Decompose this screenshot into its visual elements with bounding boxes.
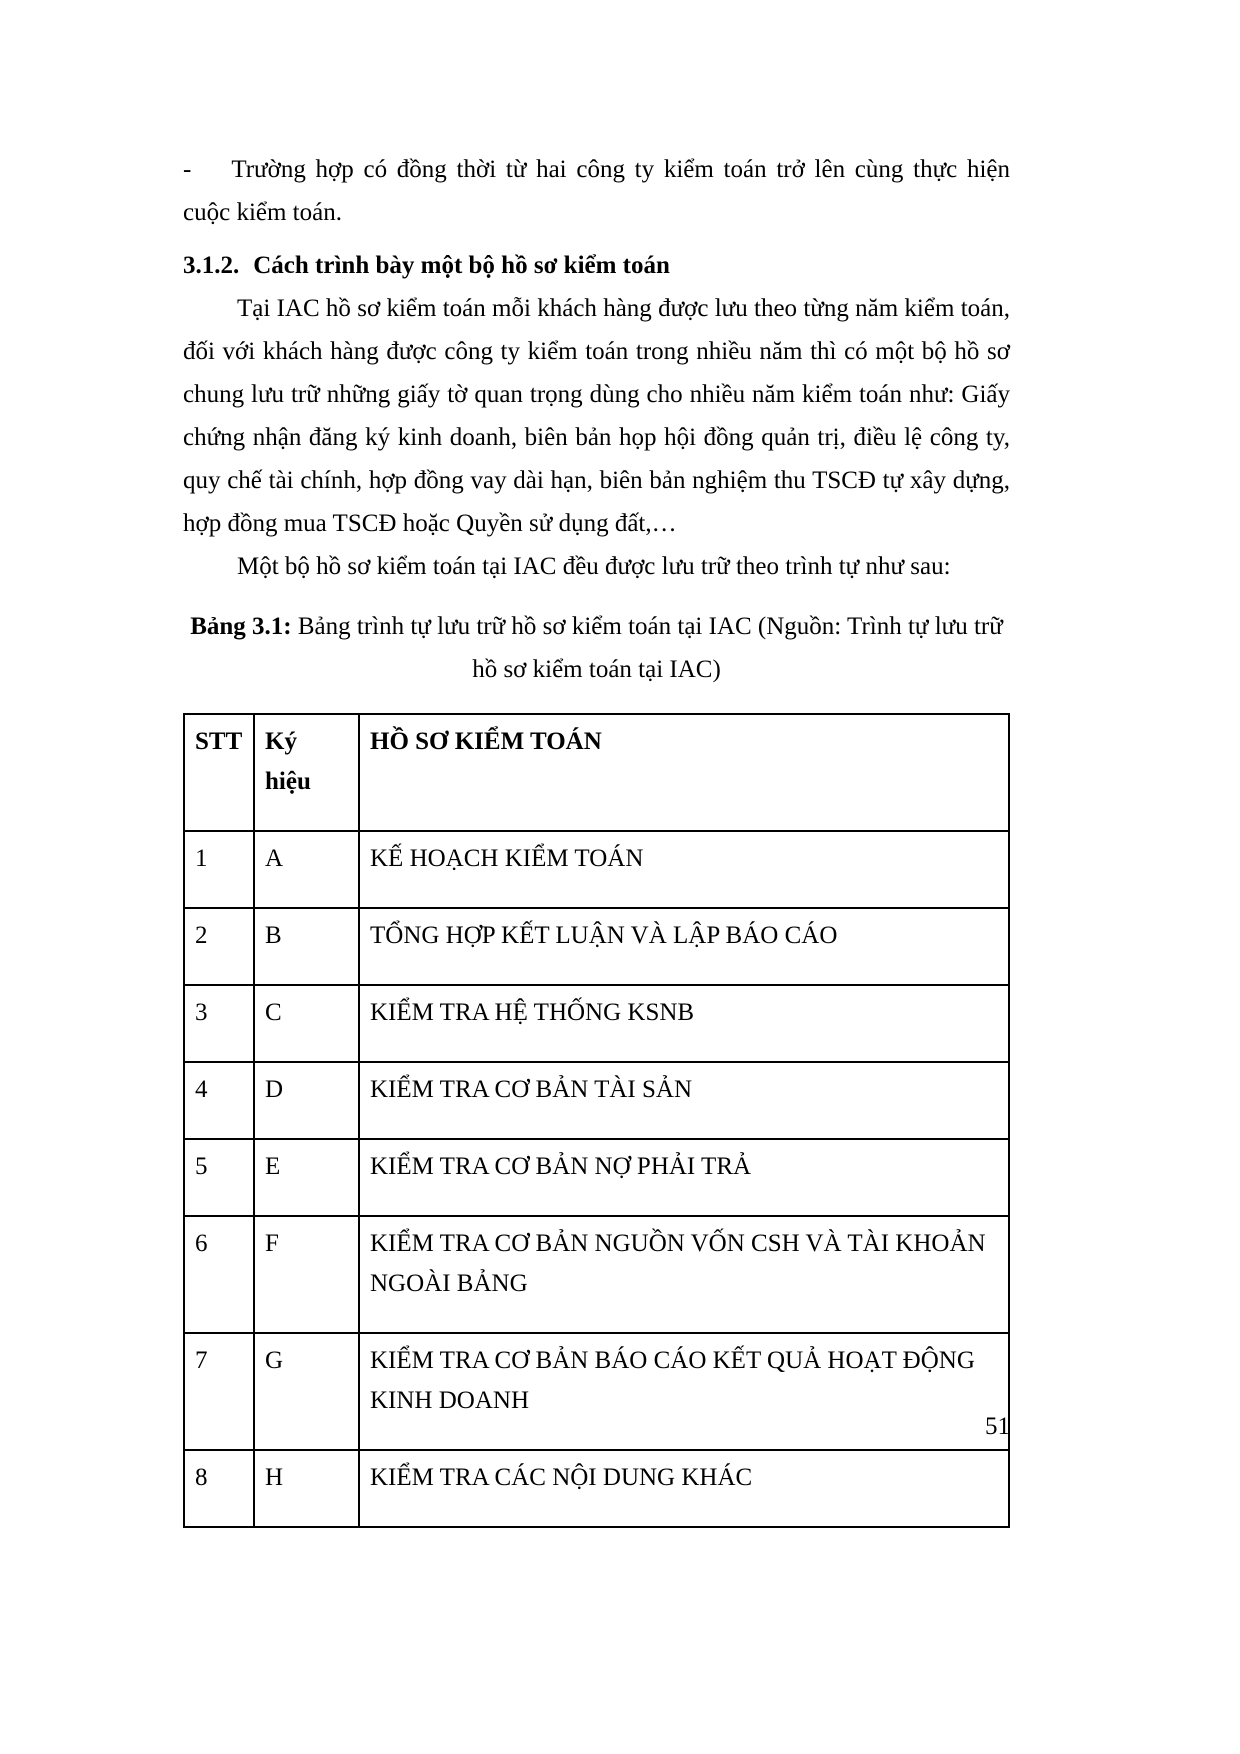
cell-ky-hieu: C — [254, 985, 359, 1062]
cell-ky-hieu: E — [254, 1139, 359, 1216]
section-heading — [183, 244, 1010, 287]
table-header-row — [184, 714, 1009, 831]
cell-ky-hieu: F — [254, 1216, 359, 1333]
audit-file-table — [183, 713, 1010, 1528]
table-row — [184, 908, 1009, 985]
cell-stt: 3 — [184, 985, 254, 1062]
section-title: Cách trình bày một bộ hồ sơ kiểm toán — [253, 252, 670, 279]
cell-stt: 1 — [184, 831, 254, 908]
cell-ho-so: KIỂM TRA CƠ BẢN NGUỒN VỐN CSH VÀ TÀI KHOẢN NGOÀI BẢNG — [359, 1216, 1009, 1333]
bullet-text: Trường hợp có đồng thời từ hai công ty kiểm toán trở lên cùng thực hiện cuộc kiểm toán. — [183, 156, 1010, 226]
table-row — [184, 1216, 1009, 1333]
cell-ky-hieu: D — [254, 1062, 359, 1139]
cell-stt: 6 — [184, 1216, 254, 1333]
table-row — [184, 985, 1009, 1062]
section-number: 3.1.2. — [183, 252, 240, 279]
cell-ho-so: TỔNG HỢP KẾT LUẬN VÀ LẬP BÁO CÁO — [359, 908, 1009, 985]
header-ho-so: HỒ SƠ KIỂM TOÁN — [359, 714, 1009, 831]
cell-ho-so: KIỂM TRA CƠ BẢN BÁO CÁO KẾT QUẢ HOẠT ĐỘNG KINH DOANH — [359, 1333, 1009, 1450]
body-paragraph-2: Một bộ hồ sơ kiểm toán tại IAC đều được lưu trữ theo trình tự như sau: — [237, 553, 951, 580]
table-row — [184, 1450, 1009, 1527]
cell-ky-hieu: A — [254, 831, 359, 908]
table-row — [184, 1139, 1009, 1216]
cell-stt: 8 — [184, 1450, 254, 1527]
table-caption-label: Bảng 3.1: — [190, 613, 292, 640]
header-ky-hieu: Ký hiệu — [254, 714, 359, 831]
cell-stt: 4 — [184, 1062, 254, 1139]
table-row — [184, 1333, 1009, 1450]
table-row — [184, 831, 1009, 908]
cell-stt: 5 — [184, 1139, 254, 1216]
body-paragraph-1: Tại IAC hồ sơ kiểm toán mỗi khách hàng được lưu theo từng năm kiểm toán, đối với khách hàng được công ty kiểm toán trong nhiều năm thì có một bộ hồ sơ chung lưu trữ những giấy tờ quan trọng dùng cho nhiều năm kiểm toán như: Giấy chứng nhận đăng ký kinh doanh, biên bản họp hội đồng quản trị, điều lệ công ty, quy chế tài chính, hợp đồng vay dài hạn, biên bản nghiệm thu TSCĐ tự xây dựng, hợp đồng mua TSCĐ hoặc Quyền sử dụng đất,… — [183, 295, 1010, 537]
cell-stt: 7 — [184, 1333, 254, 1450]
cell-stt: 2 — [184, 908, 254, 985]
bullet-marker: - — [183, 156, 192, 183]
cell-ho-so: KIỂM TRA HỆ THỐNG KSNB — [359, 985, 1009, 1062]
cell-ho-so: KIỂM TRA CƠ BẢN TÀI SẢN — [359, 1062, 1009, 1139]
cell-ho-so: KIỂM TRA CƠ BẢN NỢ PHẢI TRẢ — [359, 1139, 1009, 1216]
page-content — [183, 148, 1010, 1528]
table-row — [184, 1062, 1009, 1139]
cell-ho-so: KẾ HOẠCH KIỂM TOÁN — [359, 831, 1009, 908]
cell-ky-hieu: H — [254, 1450, 359, 1527]
table-caption — [183, 605, 1010, 691]
table-caption-text: Bảng trình tự lưu trữ hồ sơ kiểm toán tại IAC (Nguồn: Trình tự lưu trữ hồ sơ kiểm toán tại IAC) — [291, 613, 1003, 683]
cell-ho-so: KIỂM TRA CÁC NỘI DUNG KHÁC — [359, 1450, 1009, 1527]
header-stt: STT — [184, 714, 254, 831]
page-number: 51 — [985, 1413, 1010, 1440]
cell-ky-hieu: G — [254, 1333, 359, 1450]
cell-ky-hieu: B — [254, 908, 359, 985]
bullet-paragraph — [183, 148, 1010, 234]
